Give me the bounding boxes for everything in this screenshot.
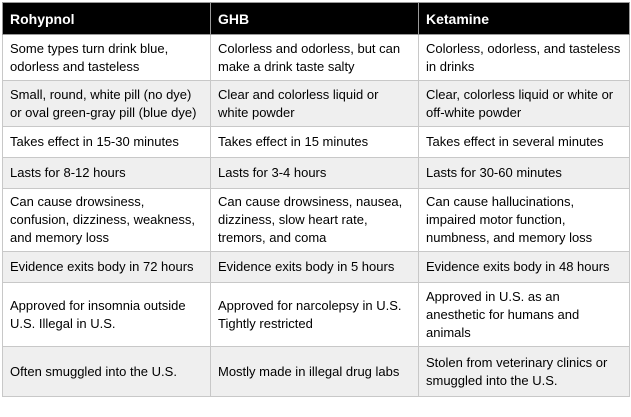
table-row <box>3 347 630 397</box>
cell-ketamine: Lasts for 30-60 minutes <box>419 158 630 189</box>
cell-rohypnol: Can cause drowsiness, confusion, dizziness, weakness, and memory loss <box>3 189 211 252</box>
cell-rohypnol: Evidence exits body in 72 hours <box>3 252 211 283</box>
table-body <box>3 35 630 397</box>
table-header <box>3 3 630 35</box>
cell-ghb: Lasts for 3-4 hours <box>211 158 419 189</box>
cell-ketamine: Can cause hallucinations, impaired motor function, numbness, and memory loss <box>419 189 630 252</box>
table-row <box>3 283 630 347</box>
drug-comparison-table <box>2 2 630 397</box>
table-row <box>3 35 630 81</box>
cell-ketamine: Stolen from veterinary clinics or smuggled into the U.S. <box>419 347 630 397</box>
comparison-table-container <box>2 2 629 397</box>
cell-rohypnol: Approved for insomnia outside U.S. Illegal in U.S. <box>3 283 211 347</box>
table-row <box>3 127 630 158</box>
cell-rohypnol: Often smuggled into the U.S. <box>3 347 211 397</box>
cell-ghb: Mostly made in illegal drug labs <box>211 347 419 397</box>
cell-rohypnol: Small, round, white pill (no dye) or oval green-gray pill (blue dye) <box>3 81 211 127</box>
cell-rohypnol: Lasts for 8-12 hours <box>3 158 211 189</box>
table-row <box>3 252 630 283</box>
header-row <box>3 3 630 35</box>
table-row <box>3 158 630 189</box>
table-row <box>3 189 630 252</box>
cell-rohypnol: Takes effect in 15-30 minutes <box>3 127 211 158</box>
cell-ketamine: Colorless, odorless, and tasteless in drinks <box>419 35 630 81</box>
cell-ghb: Takes effect in 15 minutes <box>211 127 419 158</box>
cell-ghb: Approved for narcolepsy in U.S. Tightly restricted <box>211 283 419 347</box>
cell-ghb: Colorless and odorless, but can make a drink taste salty <box>211 35 419 81</box>
cell-rohypnol: Some types turn drink blue, odorless and tasteless <box>3 35 211 81</box>
table-row <box>3 81 630 127</box>
cell-ketamine: Evidence exits body in 48 hours <box>419 252 630 283</box>
cell-ghb: Evidence exits body in 5 hours <box>211 252 419 283</box>
cell-ketamine: Takes effect in several minutes <box>419 127 630 158</box>
header-ketamine: Ketamine <box>419 3 630 35</box>
header-ghb: GHB <box>211 3 419 35</box>
cell-ketamine: Clear, colorless liquid or white or off-white powder <box>419 81 630 127</box>
header-rohypnol: Rohypnol <box>3 3 211 35</box>
cell-ketamine: Approved in U.S. as an anesthetic for humans and animals <box>419 283 630 347</box>
cell-ghb: Clear and colorless liquid or white powder <box>211 81 419 127</box>
cell-ghb: Can cause drowsiness, nausea, dizziness, slow heart rate, tremors, and coma <box>211 189 419 252</box>
